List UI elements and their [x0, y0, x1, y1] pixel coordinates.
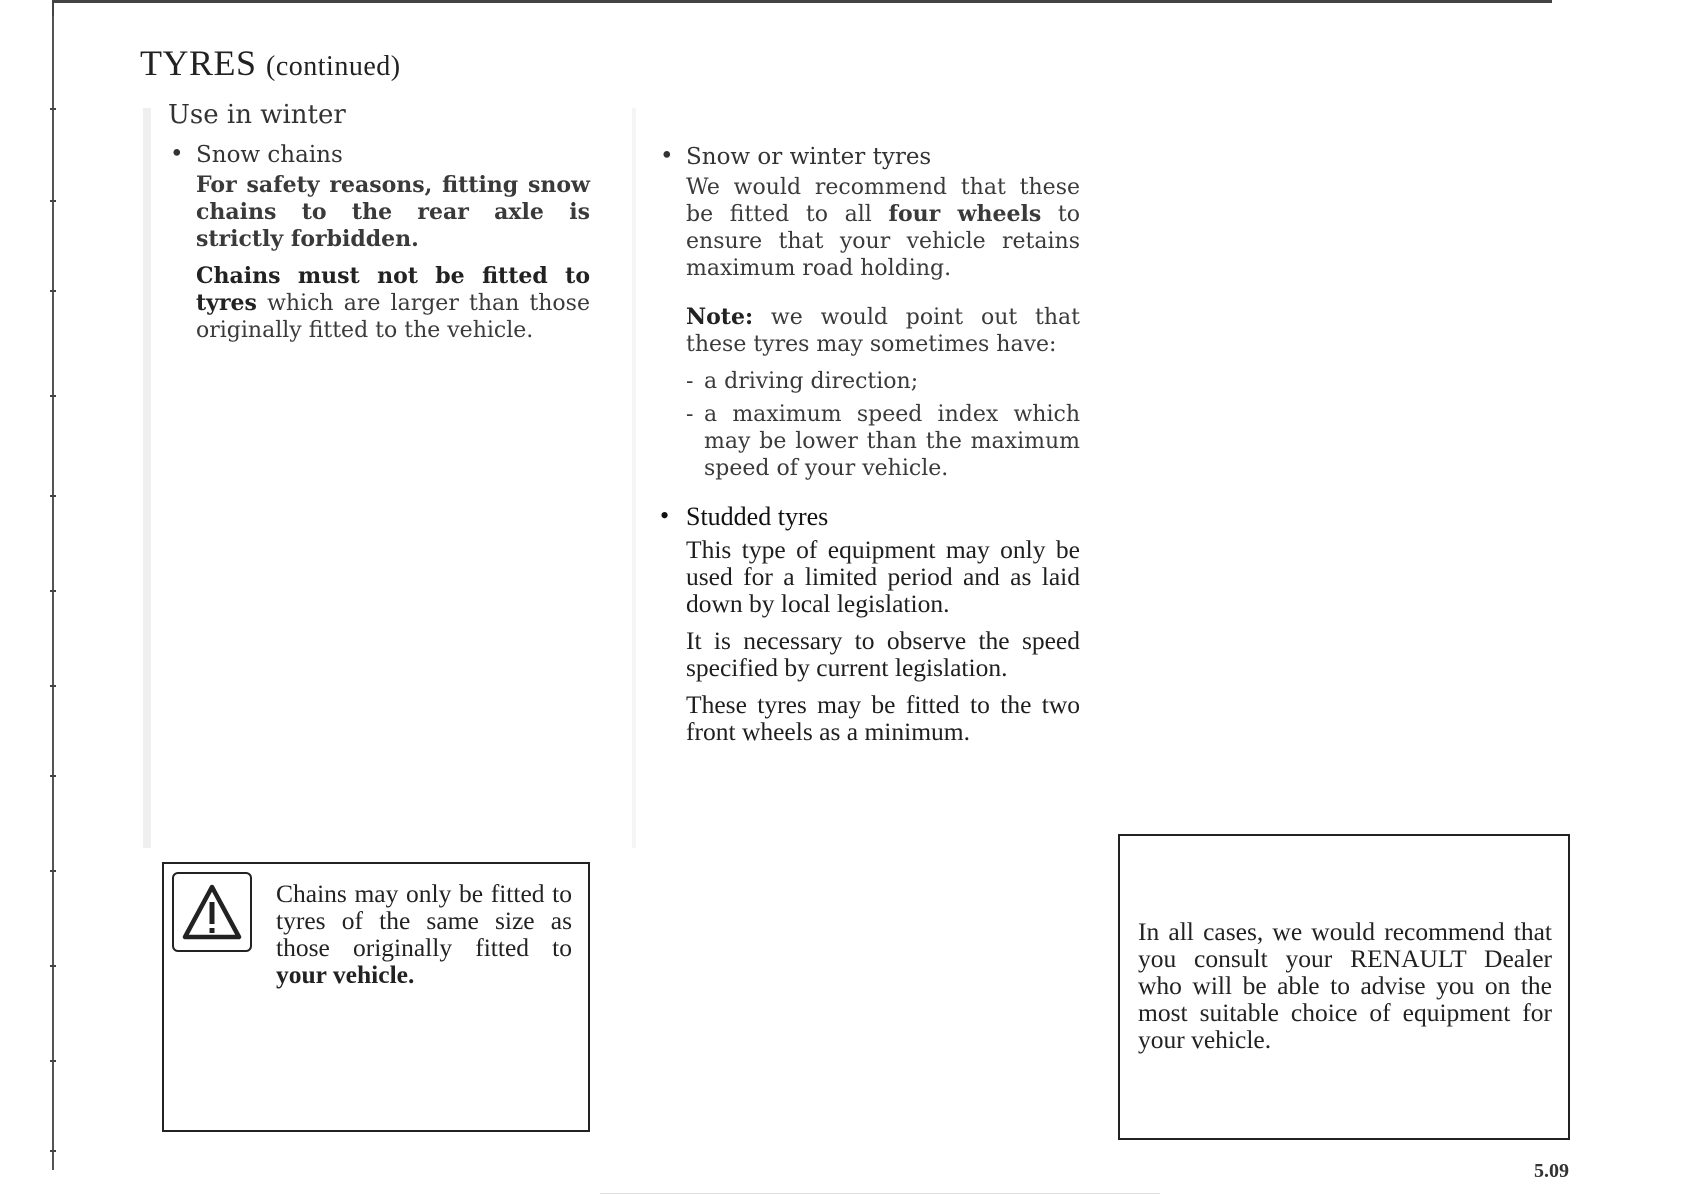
middle-column-rule — [632, 108, 636, 848]
binding-tick — [50, 685, 56, 687]
winter-tyres-paragraph — [686, 174, 1080, 282]
warning-triangle-graphic — [181, 883, 243, 941]
section-subtitle: Use in winter — [168, 100, 346, 130]
page-left-edge — [52, 0, 54, 1170]
page-title — [140, 42, 401, 84]
left-column — [170, 142, 590, 354]
studded-tyres-paragraph-1: This type of equipment may only be used for a limited period and as laid down by local legislation. — [686, 535, 1080, 618]
binding-tick — [50, 108, 56, 110]
binding-tick — [50, 495, 56, 497]
binding-tick — [50, 775, 56, 777]
snow-chains-paragraph-2 — [196, 263, 590, 344]
snow-chains-heading: • Snow chains — [170, 142, 590, 168]
dealer-advice-box — [1118, 834, 1570, 1140]
left-column-rule — [143, 108, 151, 848]
note-label: Note: — [686, 304, 754, 330]
binding-tick — [50, 1150, 56, 1152]
warning-text-emphasis: your vehicle. — [276, 960, 415, 989]
warning-text — [276, 880, 572, 988]
binding-tick — [50, 200, 56, 202]
title-main: TYRES — [140, 43, 257, 83]
snow-chains-paragraph-2-lead: Chains must not be fitted to tyres — [196, 263, 590, 316]
snow-chains-paragraph-2-rest: which are larger than those originally fitted to the vehicle. — [196, 291, 590, 343]
winter-tyres-text-after: to ensure that your vehicle retains maximum road holding. — [686, 202, 1080, 281]
warning-triangle-icon — [172, 872, 252, 952]
winter-tyres-emphasis: four wheels — [888, 201, 1042, 227]
warning-box — [162, 862, 590, 1132]
studded-tyres-paragraph-2: It is necessary to observe the speed specified by current legislation. — [686, 626, 1080, 682]
studded-tyres-heading: • Studded tyres — [660, 502, 1080, 532]
binding-tick — [50, 870, 56, 872]
note-item-speed-index: - a maximum speed index which may be lower than the maximum speed of your vehicle. — [686, 401, 1080, 482]
page-top-edge — [52, 0, 1552, 3]
snow-chains-paragraph-1: For safety reasons, fitting snow chains to the rear axle is strictly forbidden. — [196, 172, 590, 252]
page-number: 5.09 — [1534, 1160, 1569, 1182]
winter-tyres-text-before: We would recommend that these be fitted to all — [686, 175, 1080, 227]
binding-tick — [50, 290, 56, 292]
note-text: we would point out that these tyres may sometimes have: — [686, 305, 1080, 357]
winter-tyres-heading: • Snow or winter tyres — [660, 144, 1080, 170]
binding-tick — [50, 1060, 56, 1062]
studded-tyres-paragraph-3: These tyres may be fitted to the two front wheels as a minimum. — [686, 690, 1080, 746]
note-paragraph — [686, 304, 1080, 358]
warning-text-main: Chains may only be fitted to tyres of the same size as those originally fitted to — [276, 879, 572, 962]
page-corner — [52, 0, 64, 16]
title-suffix: (continued) — [266, 51, 401, 82]
note-item-driving-direction: - a driving direction; — [686, 368, 1080, 395]
binding-tick — [50, 590, 56, 592]
binding-tick — [50, 395, 56, 397]
middle-column — [660, 144, 1080, 755]
dealer-advice-text: In all cases, we would recommend that you consult your RENAULT Dealer who will be able to advise you on the most suitable choice of equipment for your vehicle. — [1138, 917, 1552, 1054]
binding-tick — [50, 965, 56, 967]
